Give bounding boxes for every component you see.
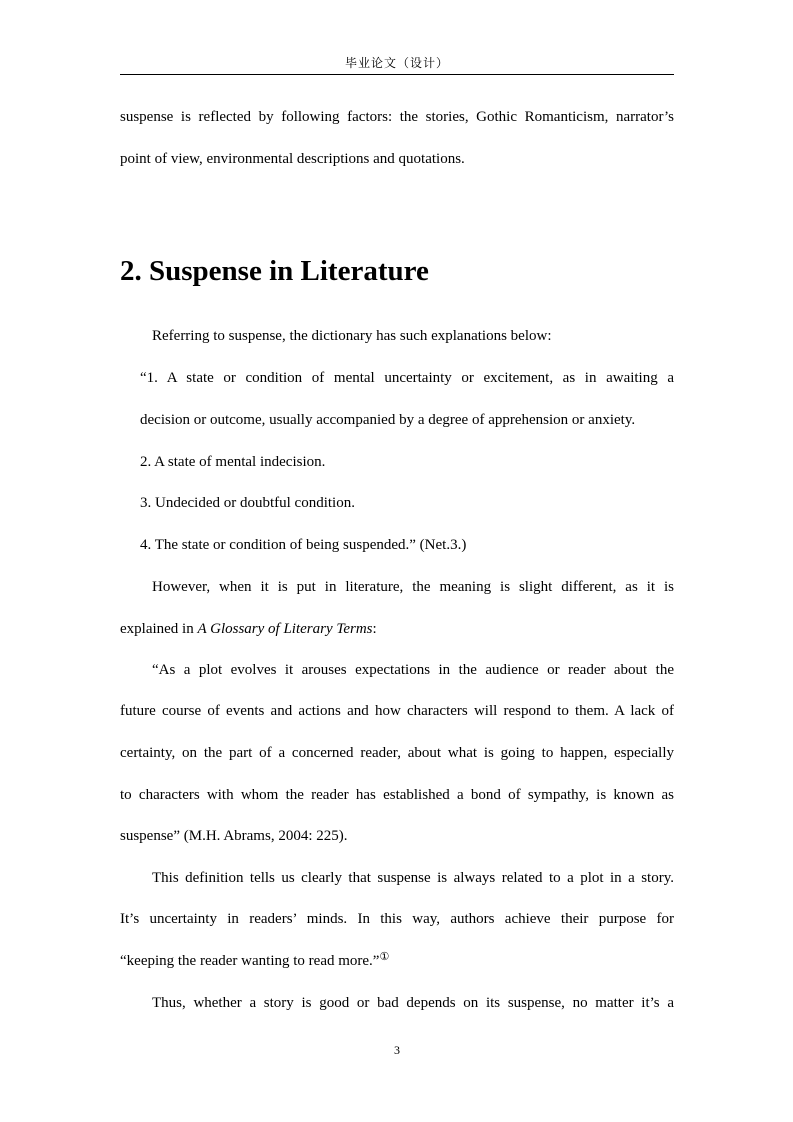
footnote-marker: ① bbox=[379, 951, 390, 963]
however-line-1: However, when it is put in literature, the meaning is slight different, as it is bbox=[152, 579, 674, 595]
header-rule bbox=[120, 74, 674, 75]
however-line-2 bbox=[120, 619, 674, 639]
intro-line-1: suspense is reflected by following factors: the stories, Gothic Romanticism, narrator’s bbox=[120, 109, 674, 125]
page-number: 3 bbox=[394, 1043, 400, 1057]
definition-3: 3. Undecided or doubtful condition. bbox=[140, 495, 355, 511]
glossary-title: A Glossary of Literary Terms bbox=[197, 621, 373, 637]
definition-2: 2. A state of mental indecision. bbox=[140, 454, 326, 470]
however-line-2-suffix: : bbox=[372, 621, 377, 637]
definition-4: 4. The state or condition of being suspended.” (Net.3.) bbox=[140, 537, 467, 553]
quote-line-5: suspense” (M.H. Abrams, 2004: 225). bbox=[120, 828, 348, 844]
quote-line-1: “As a plot evolves it arouses expectations in the audience or reader about the bbox=[152, 662, 674, 678]
quote-line-4: to characters with whom the reader has established a bond of sympathy, is known as bbox=[120, 787, 674, 803]
quote-line-3: certainty, on the part of a concerned reader, about what is going to happen, especially bbox=[120, 745, 674, 761]
definition-note-line-1: This definition tells us clearly that suspense is always related to a plot in a story. bbox=[152, 870, 674, 886]
quote-line-2: future course of events and actions and how characters will respond to them. A lack of bbox=[120, 703, 674, 719]
definition-note-line-2: It’s uncertainty in readers’ minds. In this way, authors achieve their purpose for bbox=[120, 911, 674, 927]
running-header: 毕业论文（设计） bbox=[344, 56, 449, 70]
dictionary-intro: Referring to suspense, the dictionary has such explanations below: bbox=[152, 328, 552, 344]
definition-note-line-3-text: “keeping the reader wanting to read more.” bbox=[120, 953, 380, 969]
thus-line-1: Thus, whether a story is good or bad depends on its suspense, no matter it’s a bbox=[152, 995, 674, 1011]
section-heading: 2. Suspense in Literature bbox=[120, 255, 429, 287]
definition-1-line-2: decision or outcome, usually accompanied by a degree of apprehension or anxiety. bbox=[140, 412, 636, 428]
definition-note-line-3 bbox=[120, 951, 674, 971]
however-line-2-prefix: explained in bbox=[120, 621, 198, 637]
definition-1-line-1: “1. A state or condition of mental uncertainty or excitement, as in awaiting a bbox=[140, 370, 674, 386]
intro-line-2: point of view, environmental descriptions and quotations. bbox=[120, 151, 465, 167]
